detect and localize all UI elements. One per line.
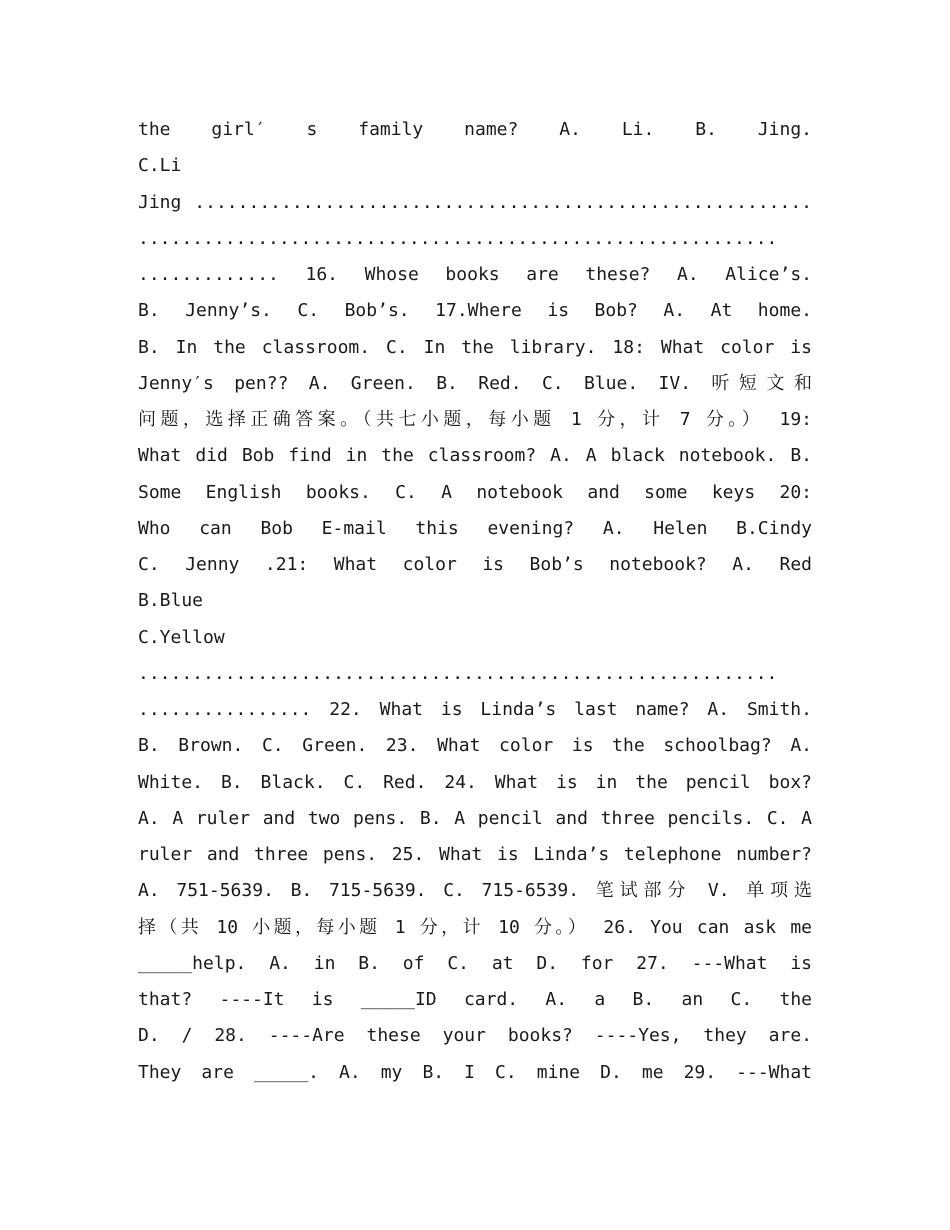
text-line: What did Bob find in the classroom? A. A black notebook. B. bbox=[138, 445, 812, 467]
text-line: B. In the classroom. C. In the library. 18: What color is bbox=[138, 336, 812, 358]
text-line: that? ----It is _____ID card. A. a B. an C. the bbox=[138, 989, 812, 1010]
text-line: Some English books. C. A notebook and some keys 20: bbox=[138, 481, 812, 503]
text-line: They are _____. A. my B. I C. mine D. me 29. ---What bbox=[138, 1061, 812, 1083]
text-line: B.Blue bbox=[138, 590, 204, 612]
text-line: the girl′ s family name? A. Li. B. Jing. bbox=[138, 119, 812, 140]
text-line: C.Li bbox=[138, 155, 182, 177]
text-line: _____help. A. in B. of C. at D. for 27. ---What is bbox=[138, 952, 812, 974]
text-line: ........................................................... bbox=[138, 662, 778, 684]
text-line: D. / 28. ----Are these your books? ----Yes, they are. bbox=[138, 1025, 812, 1047]
text-line: 问题，选择正确答案。（共七小题，每小题 1 分，计 7 分。） 19: bbox=[138, 409, 812, 430]
text-line: C.Yellow bbox=[138, 626, 225, 648]
text-line: B. Brown. C. Green. 23. What color is the schoolbag? A. bbox=[138, 735, 812, 757]
text-line: B. Jenny’s. C. Bob’s. 17.Where is Bob? A. At home. bbox=[138, 300, 812, 322]
text-line: White. B. Black. C. Red. 24. What is in the pencil box? bbox=[138, 771, 812, 793]
text-line: ruler and three pens. 25. What is Linda’s telephone number? bbox=[138, 844, 812, 865]
text-line: Who can Bob E-mail this evening? A. Helen B.Cindy bbox=[138, 517, 812, 539]
text-line: C. Jenny .21: What color is Bob’s notebook? A. Red bbox=[138, 554, 812, 575]
text-line: A. A ruler and two pens. B. A pencil and three pencils. C. A bbox=[138, 807, 812, 829]
text-line: ............. 16. Whose books are these? A. Alice’s. bbox=[138, 264, 812, 285]
text-line: ........................................................... bbox=[138, 227, 778, 249]
exam-text-block bbox=[138, 112, 812, 1091]
text-line: ................ 22. What is Linda’s last name? A. Smith. bbox=[138, 699, 812, 720]
text-line: Jing ......................................................... bbox=[138, 191, 812, 213]
text-line: A. 751-5639. B. 715-5639. C. 715-6539. 笔试部分 V. 单项选 bbox=[138, 880, 812, 902]
text-line: Jenny′s pen?? A. Green. B. Red. C. Blue. IV. 听短文和 bbox=[138, 372, 812, 394]
text-line: 择（共 10 小题，每小题 1 分，计 10 分。） 26. You can ask me bbox=[138, 916, 812, 938]
